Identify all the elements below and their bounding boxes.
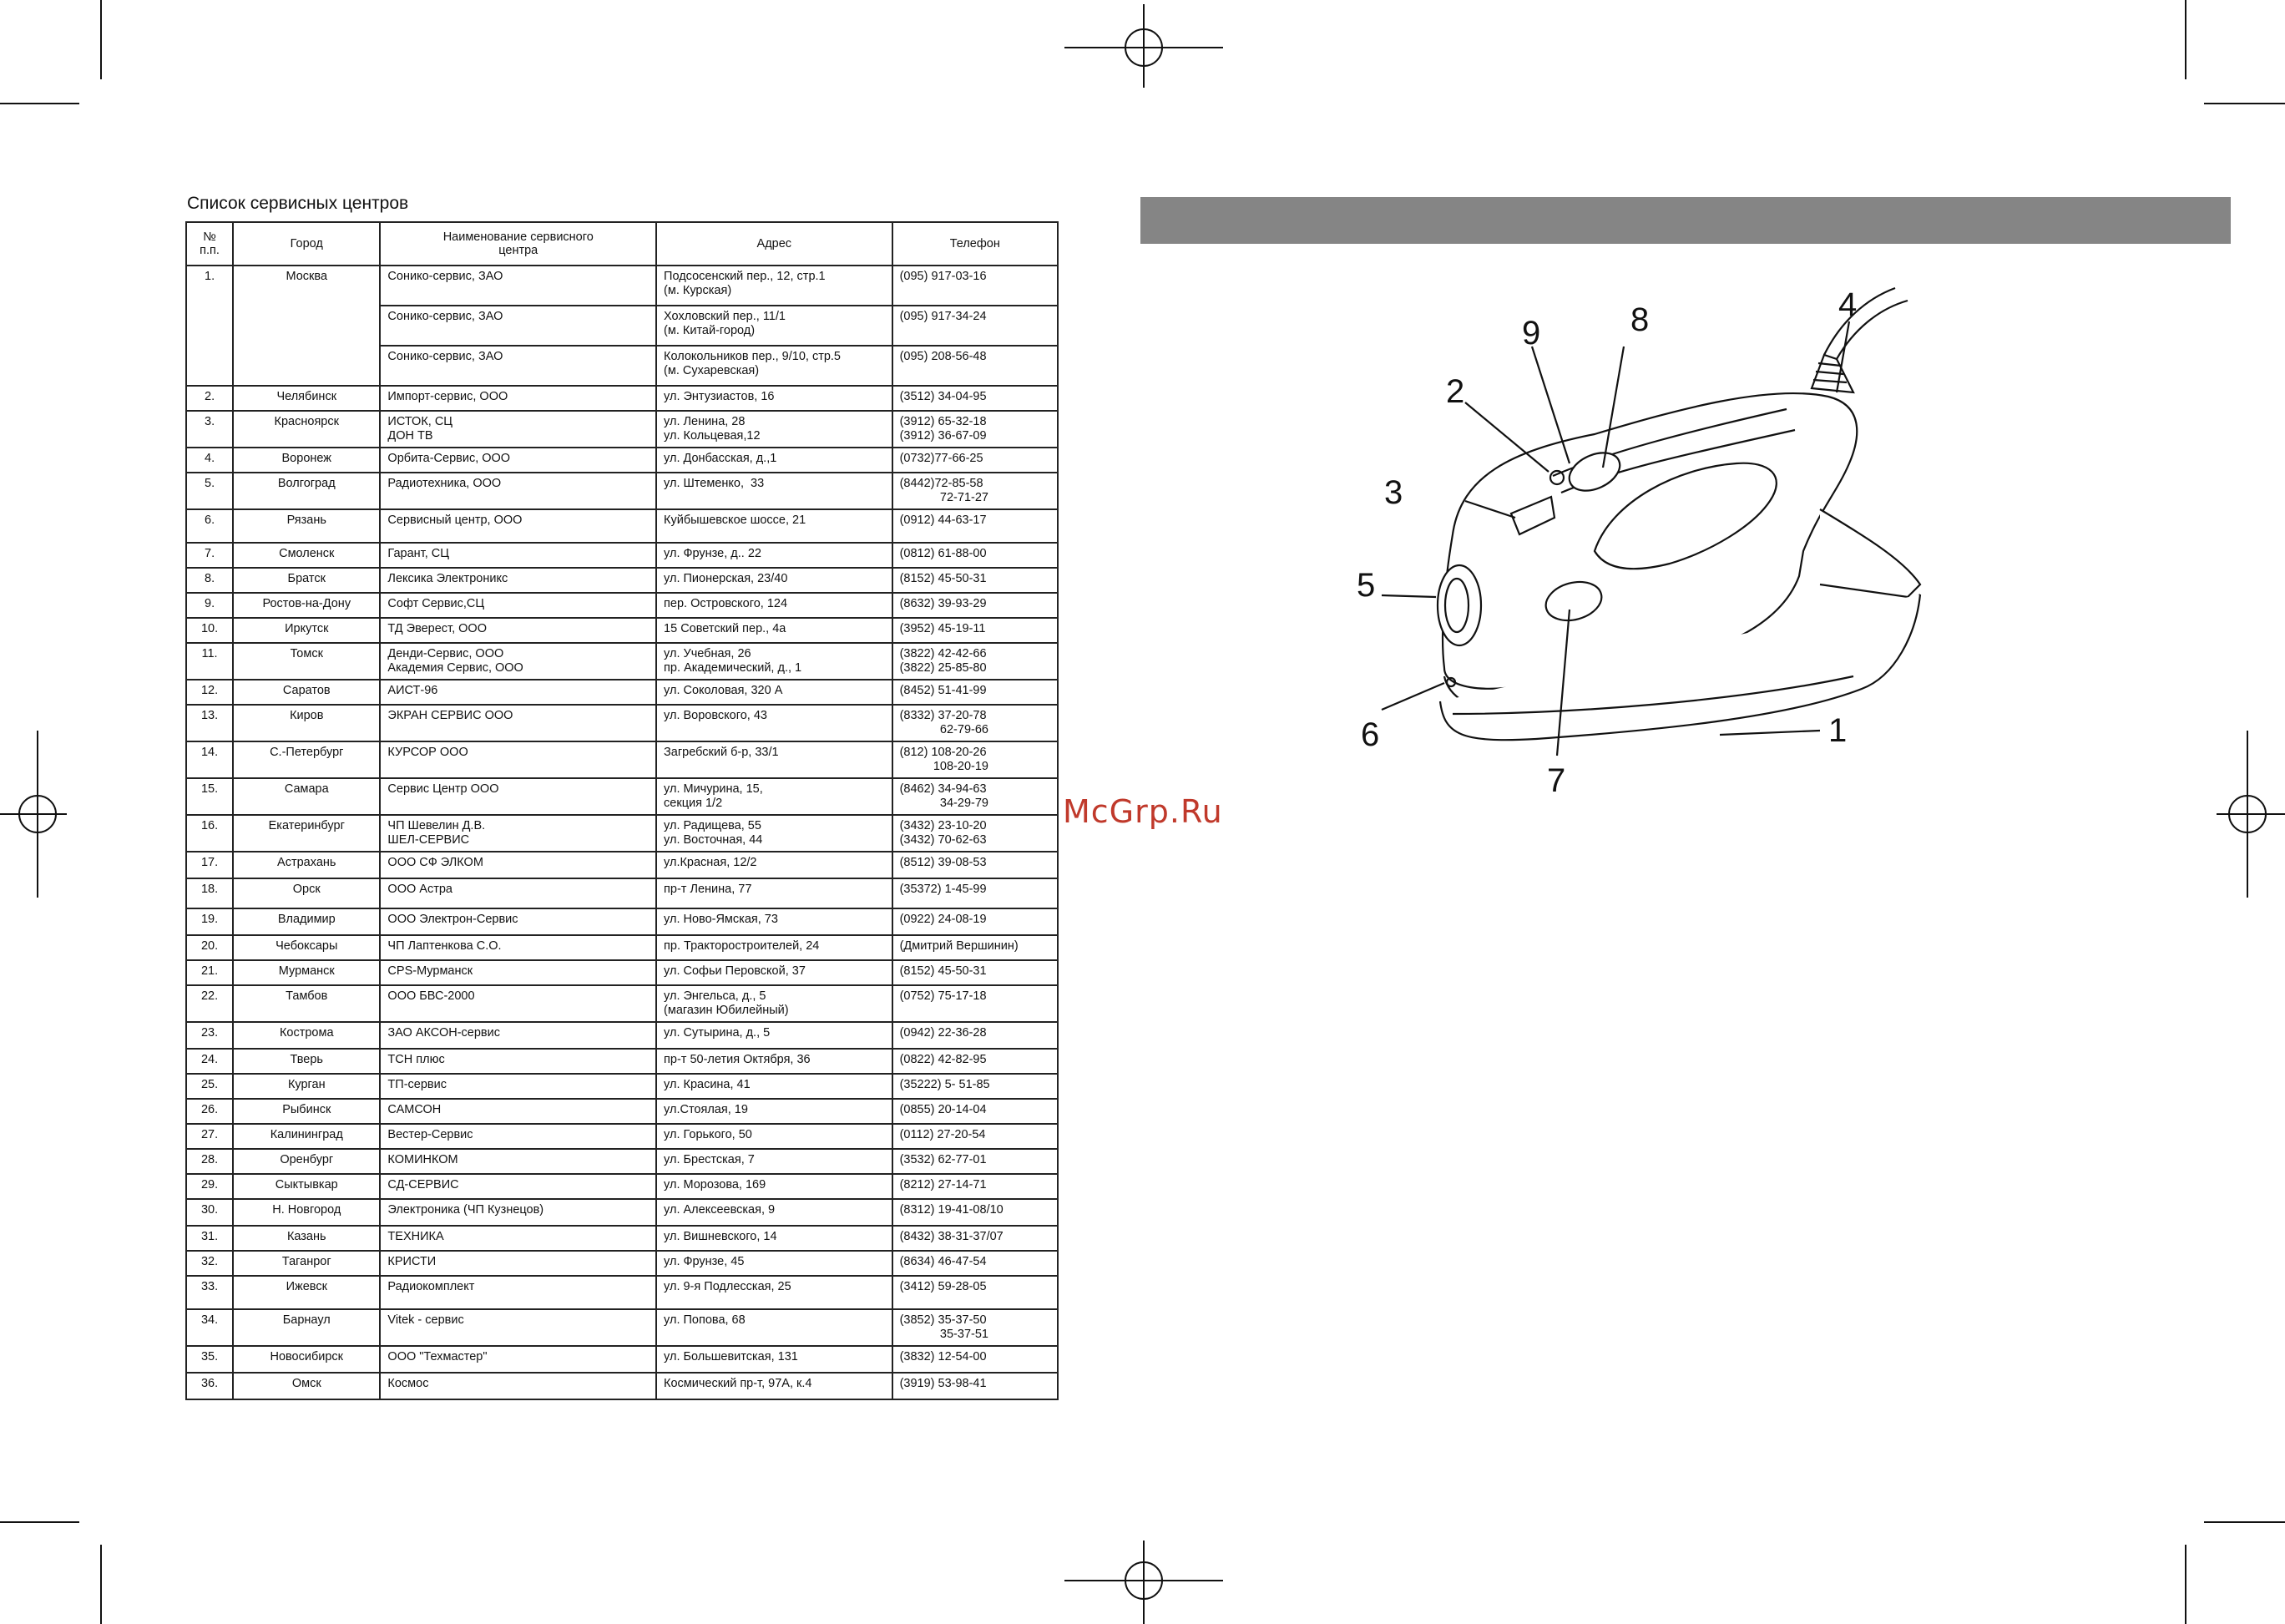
row-number: 24. [186, 1049, 233, 1074]
service-name-cell: Радиотехника, ООО [380, 473, 656, 509]
address-cell: ул. Энтузиастов, 16 [656, 386, 892, 411]
phone-cell: (8462) 34-94-63 34-29-79 [892, 778, 1058, 815]
phone-cell: (3919) 53-98-41 [892, 1373, 1058, 1399]
table-row [186, 386, 1058, 411]
row-number: 33. [186, 1276, 233, 1309]
row-number: 26. [186, 1099, 233, 1124]
service-name-cell: CPS-Мурманск [380, 960, 656, 985]
address-cell: ул. Ново-Ямская, 73 [656, 908, 892, 935]
table-row [186, 593, 1058, 618]
city-cell: Омск [233, 1373, 380, 1399]
service-name-cell: ЧП Лаптенкова С.О. [380, 935, 656, 960]
city-cell: Киров [233, 705, 380, 741]
row-number: 2. [186, 386, 233, 411]
list-title: Список сервисных центров [187, 194, 409, 213]
table-row [186, 1149, 1058, 1174]
address-cell: пр-т 50-летия Октября, 36 [656, 1049, 892, 1074]
table-row [186, 1373, 1058, 1399]
city-cell: Мурманск [233, 960, 380, 985]
city-cell: Таганрог [233, 1251, 380, 1276]
table-row [186, 509, 1058, 543]
phone-cell: (0752) 75-17-18 [892, 985, 1058, 1022]
header-phone: Телефон [892, 222, 1058, 266]
callout-7: 7 [1547, 762, 1566, 799]
city-cell: Смоленск [233, 543, 380, 568]
table-row [186, 411, 1058, 448]
table-row [186, 1049, 1058, 1074]
phone-cell: (8512) 39-08-53 [892, 852, 1058, 878]
service-name-cell: ЗАО АКСОН-сервис [380, 1022, 656, 1049]
table-row [186, 1226, 1058, 1251]
phone-cell: (0922) 24-08-19 [892, 908, 1058, 935]
city-cell: Самара [233, 778, 380, 815]
service-name-cell: ЭКРАН СЕРВИС ООО [380, 705, 656, 741]
row-number: 25. [186, 1074, 233, 1099]
phone-cell: (8432) 38-31-37/07 [892, 1226, 1058, 1251]
city-cell: Рыбинск [233, 1099, 380, 1124]
row-number: 36. [186, 1373, 233, 1399]
phone-cell: (3852) 35-37-50 35-37-51 [892, 1309, 1058, 1346]
table-row [186, 815, 1058, 852]
address-cell: Хохловский пер., 11/1 (м. Китай-город) [656, 306, 892, 346]
service-name-cell: ООО Электрон-Сервис [380, 908, 656, 935]
address-cell: ул. Вишневского, 14 [656, 1226, 892, 1251]
row-number: 20. [186, 935, 233, 960]
service-name-cell: ТП-сервис [380, 1074, 656, 1099]
phone-cell: (3822) 42-42-66 (3822) 25-85-80 [892, 643, 1058, 680]
row-number: 3. [186, 411, 233, 448]
row-number: 27. [186, 1124, 233, 1149]
callout-9: 9 [1522, 315, 1541, 352]
row-number: 1. [186, 266, 233, 306]
row-number: 22. [186, 985, 233, 1022]
service-name-cell: Гарант, СЦ [380, 543, 656, 568]
crop-mark [2204, 103, 2285, 104]
table-row [186, 960, 1058, 985]
address-cell: ул. Красина, 41 [656, 1074, 892, 1099]
city-cell: Казань [233, 1226, 380, 1251]
phone-cell: (8632) 39-93-29 [892, 593, 1058, 618]
phone-cell: (8634) 46-47-54 [892, 1251, 1058, 1276]
header-city: Город [233, 222, 380, 266]
city-cell: Тамбов [233, 985, 380, 1022]
table-row [186, 448, 1058, 473]
table-row [186, 985, 1058, 1022]
spray-nozzle [1438, 565, 1481, 645]
service-name-cell: Орбита-Сервис, ООО [380, 448, 656, 473]
row-number: 14. [186, 741, 233, 778]
city-cell: Ижевск [233, 1276, 380, 1309]
header-bar [1140, 197, 2231, 244]
address-cell: ул. Большевитская, 131 [656, 1346, 892, 1373]
service-name-cell: Сервисный центр, ООО [380, 509, 656, 543]
table-row [186, 1309, 1058, 1346]
row-number: 13. [186, 705, 233, 741]
table-row [186, 306, 1058, 346]
phone-cell: (8442)72-85-58 72-71-27 [892, 473, 1058, 509]
city-cell: Иркутск [233, 618, 380, 643]
row-number: 8. [186, 568, 233, 593]
service-name-cell: ТЕХНИКА [380, 1226, 656, 1251]
city-cell: Красноярск [233, 411, 380, 448]
service-name-cell: ООО БВС-2000 [380, 985, 656, 1022]
row-number: 18. [186, 878, 233, 908]
row-number: 17. [186, 852, 233, 878]
row-number: 15. [186, 778, 233, 815]
phone-cell: (8312) 19-41-08/10 [892, 1199, 1058, 1226]
phone-cell: (0732)77-66-25 [892, 448, 1058, 473]
phone-cell: (3532) 62-77-01 [892, 1149, 1058, 1174]
address-cell: ул. Соколовая, 320 А [656, 680, 892, 705]
row-number: 34. [186, 1309, 233, 1346]
city-cell: Новосибирск [233, 1346, 380, 1373]
phone-cell: (095) 917-03-16 [892, 266, 1058, 306]
callout-1: 1 [1828, 712, 1848, 749]
row-number: 19. [186, 908, 233, 935]
city-cell: Астрахань [233, 852, 380, 878]
city-cell: Курган [233, 1074, 380, 1099]
table-row [186, 1074, 1058, 1099]
table-row [186, 266, 1058, 306]
table-row [186, 680, 1058, 705]
city-cell: Воронеж [233, 448, 380, 473]
phone-cell: (095) 208-56-48 [892, 346, 1058, 386]
city-cell [233, 306, 380, 346]
table-row [186, 618, 1058, 643]
address-cell: ул. Софьи Перовской, 37 [656, 960, 892, 985]
service-name-cell: ООО Астра [380, 878, 656, 908]
crop-mark [0, 103, 79, 104]
city-cell: Тверь [233, 1049, 380, 1074]
service-name-cell: Софт Сервис,СЦ [380, 593, 656, 618]
city-cell: Братск [233, 568, 380, 593]
row-number: 6. [186, 509, 233, 543]
phone-cell: (095) 917-34-24 [892, 306, 1058, 346]
phone-cell: (0112) 27-20-54 [892, 1124, 1058, 1149]
city-cell: Сыктывкар [233, 1174, 380, 1199]
crop-mark [2185, 1545, 2186, 1624]
callout-8: 8 [1630, 301, 1650, 338]
table-row [186, 1346, 1058, 1373]
address-cell: 15 Советский пер., 4а [656, 618, 892, 643]
table-row [186, 1022, 1058, 1049]
row-number: 21. [186, 960, 233, 985]
table-row [186, 643, 1058, 680]
row-number: 29. [186, 1174, 233, 1199]
service-name-cell: КОМИНКОМ [380, 1149, 656, 1174]
address-cell: Колокольников пер., 9/10, стр.5 (м. Сухаревская) [656, 346, 892, 386]
service-name-cell: ЧП Шевелин Д.В. ШЕЛ-СЕРВИС [380, 815, 656, 852]
phone-cell: (8452) 51-41-99 [892, 680, 1058, 705]
service-name-cell: ИСТОК, СЦ ДОН ТВ [380, 411, 656, 448]
table-row [186, 878, 1058, 908]
table-row [186, 778, 1058, 815]
address-cell: ул. Штеменко, 33 [656, 473, 892, 509]
service-name-cell: КРИСТИ [380, 1251, 656, 1276]
phone-cell: (8152) 45-50-31 [892, 960, 1058, 985]
phone-cell: (0912) 44-63-17 [892, 509, 1058, 543]
registration-mark-top [1064, 4, 1223, 88]
address-cell: ул. Горького, 50 [656, 1124, 892, 1149]
service-name-cell: Vitek - сервис [380, 1309, 656, 1346]
table-row [186, 935, 1058, 960]
city-cell: Москва [233, 266, 380, 306]
table-row [186, 1124, 1058, 1149]
callout-3: 3 [1384, 474, 1403, 511]
phone-cell: (8332) 37-20-78 62-79-66 [892, 705, 1058, 741]
city-cell: Барнаул [233, 1309, 380, 1346]
phone-cell: (3832) 12-54-00 [892, 1346, 1058, 1373]
service-name-cell: Сонико-сервис, ЗАО [380, 266, 656, 306]
crop-mark [100, 0, 102, 79]
phone-cell: (35222) 5- 51-85 [892, 1074, 1058, 1099]
service-name-cell: Радиокомплект [380, 1276, 656, 1309]
table-header-row [186, 222, 1058, 266]
address-cell: ул. Морозова, 169 [656, 1174, 892, 1199]
city-cell: Томск [233, 643, 380, 680]
crop-mark [2204, 1521, 2285, 1523]
service-name-cell: Вестер-Сервис [380, 1124, 656, 1149]
address-cell: пр. Тракторостроителей, 24 [656, 935, 892, 960]
phone-cell: (3412) 59-28-05 [892, 1276, 1058, 1309]
row-number: 31. [186, 1226, 233, 1251]
address-cell: ул. Ленина, 28 ул. Кольцевая,12 [656, 411, 892, 448]
phone-cell: (8152) 45-50-31 [892, 568, 1058, 593]
address-cell: ул. Мичурина, 15, секция 1/2 [656, 778, 892, 815]
row-number: 28. [186, 1149, 233, 1174]
row-number: 5. [186, 473, 233, 509]
address-cell: ул. Воровского, 43 [656, 705, 892, 741]
address-cell: Космический пр-т, 97А, к.4 [656, 1373, 892, 1399]
city-cell: Волгоград [233, 473, 380, 509]
phone-cell: (3512) 34-04-95 [892, 386, 1058, 411]
service-name-cell: Сонико-сервис, ЗАО [380, 306, 656, 346]
table-row [186, 1276, 1058, 1309]
city-cell: Владимир [233, 908, 380, 935]
service-name-cell: СД-СЕРВИС [380, 1174, 656, 1199]
table-row [186, 568, 1058, 593]
city-cell: Рязань [233, 509, 380, 543]
service-name-cell: Сервис Центр ООО [380, 778, 656, 815]
address-cell: Загребский б-р, 33/1 [656, 741, 892, 778]
row-number: 16. [186, 815, 233, 852]
callout-4: 4 [1838, 286, 1858, 323]
iron-diagram [1319, 284, 1970, 868]
row-number: 9. [186, 593, 233, 618]
address-cell: Куйбышевское шоссе, 21 [656, 509, 892, 543]
watermark: McGrp.Ru [1063, 793, 1223, 830]
table-row [186, 1099, 1058, 1124]
address-cell: ул. Сутырина, д., 5 [656, 1022, 892, 1049]
table-row [186, 346, 1058, 386]
address-cell: ул. Брестская, 7 [656, 1149, 892, 1174]
address-cell: ул. Фрунзе, д.. 22 [656, 543, 892, 568]
city-cell: Ростов-на-Дону [233, 593, 380, 618]
header-name: Наименование сервисного центра [380, 222, 656, 266]
registration-mark-bottom [1064, 1541, 1223, 1624]
table-row [186, 1251, 1058, 1276]
city-cell: С.-Петербург [233, 741, 380, 778]
callout-6: 6 [1361, 716, 1380, 753]
phone-cell: (0822) 42-82-95 [892, 1049, 1058, 1074]
city-cell: Екатеринбург [233, 815, 380, 852]
address-cell: пр-т Ленина, 77 [656, 878, 892, 908]
row-number: 12. [186, 680, 233, 705]
city-cell: Оренбург [233, 1149, 380, 1174]
city-cell [233, 346, 380, 386]
service-name-cell: ООО СФ ЭЛКОМ [380, 852, 656, 878]
address-cell: ул.Красная, 12/2 [656, 852, 892, 878]
table-row [186, 705, 1058, 741]
service-name-cell: САМСОН [380, 1099, 656, 1124]
service-name-cell: Денди-Сервис, ООО Академия Сервис, ООО [380, 643, 656, 680]
service-name-cell: ООО "Техмастер" [380, 1346, 656, 1373]
city-cell: Челябинск [233, 386, 380, 411]
address-cell: ул. Фрунзе, 45 [656, 1251, 892, 1276]
phone-cell: (0942) 22-36-28 [892, 1022, 1058, 1049]
service-name-cell: Сонико-сервис, ЗАО [380, 346, 656, 386]
service-name-cell: ТСН плюс [380, 1049, 656, 1074]
address-cell: ул. Попова, 68 [656, 1309, 892, 1346]
table-row [186, 473, 1058, 509]
phone-cell: (3912) 65-32-18 (3912) 36-67-09 [892, 411, 1058, 448]
phone-cell: (35372) 1-45-99 [892, 878, 1058, 908]
address-cell: Подсосенский пер., 12, стр.1 (м. Курская) [656, 266, 892, 306]
phone-cell: (0855) 20-14-04 [892, 1099, 1058, 1124]
address-cell: ул. Донбасская, д.,1 [656, 448, 892, 473]
row-number [186, 346, 233, 386]
city-cell: Кострома [233, 1022, 380, 1049]
row-number: 7. [186, 543, 233, 568]
registration-mark-left [0, 731, 67, 898]
phone-cell: (Дмитрий Вершинин) [892, 935, 1058, 960]
phone-cell: (0812) 61-88-00 [892, 543, 1058, 568]
address-cell: ул. Энгельса, д., 5 (магазин Юбилейный) [656, 985, 892, 1022]
service-name-cell: КУРСОР ООО [380, 741, 656, 778]
address-cell: ул. Учебная, 26 пр. Академический, д., 1 [656, 643, 892, 680]
crop-mark [0, 1521, 79, 1523]
crop-mark [2185, 0, 2186, 79]
table-row [186, 741, 1058, 778]
service-name-cell: АИСТ-96 [380, 680, 656, 705]
service-name-cell: Электроника (ЧП Кузнецов) [380, 1199, 656, 1226]
callout-2: 2 [1446, 373, 1465, 410]
row-number: 10. [186, 618, 233, 643]
phone-cell: (3432) 23-10-20 (3432) 70-62-63 [892, 815, 1058, 852]
phone-cell: (8212) 27-14-71 [892, 1174, 1058, 1199]
service-name-cell: Импорт-сервис, ООО [380, 386, 656, 411]
table-row [186, 1174, 1058, 1199]
address-cell: ул. Радищева, 55 ул. Восточная, 44 [656, 815, 892, 852]
table-row [186, 543, 1058, 568]
service-name-cell: Космос [380, 1373, 656, 1399]
header-address: Адрес [656, 222, 892, 266]
city-cell: Чебоксары [233, 935, 380, 960]
row-number: 23. [186, 1022, 233, 1049]
registration-mark-right [2217, 731, 2285, 898]
address-cell: ул. 9-я Подлесская, 25 [656, 1276, 892, 1309]
phone-cell: (812) 108-20-26 108-20-19 [892, 741, 1058, 778]
row-number: 32. [186, 1251, 233, 1276]
table-row [186, 1199, 1058, 1226]
table-row [186, 852, 1058, 878]
header-num: № п.п. [186, 222, 233, 266]
city-cell: Калининград [233, 1124, 380, 1149]
address-cell: ул. Алексеевская, 9 [656, 1199, 892, 1226]
row-number: 30. [186, 1199, 233, 1226]
row-number [186, 306, 233, 346]
row-number: 4. [186, 448, 233, 473]
city-cell: Саратов [233, 680, 380, 705]
service-centers-table [185, 221, 1059, 1400]
address-cell: ул. Пионерская, 23/40 [656, 568, 892, 593]
table-row [186, 908, 1058, 935]
crop-mark [100, 1545, 102, 1624]
row-number: 35. [186, 1346, 233, 1373]
row-number: 11. [186, 643, 233, 680]
callout-5: 5 [1357, 567, 1376, 604]
address-cell: ул.Стоялая, 19 [656, 1099, 892, 1124]
phone-cell: (3952) 45-19-11 [892, 618, 1058, 643]
city-cell: Орск [233, 878, 380, 908]
address-cell: пер. Островского, 124 [656, 593, 892, 618]
service-name-cell: Лексика Электроникс [380, 568, 656, 593]
service-name-cell: ТД Эверест, ООО [380, 618, 656, 643]
city-cell: Н. Новгород [233, 1199, 380, 1226]
table-body [186, 266, 1058, 1399]
